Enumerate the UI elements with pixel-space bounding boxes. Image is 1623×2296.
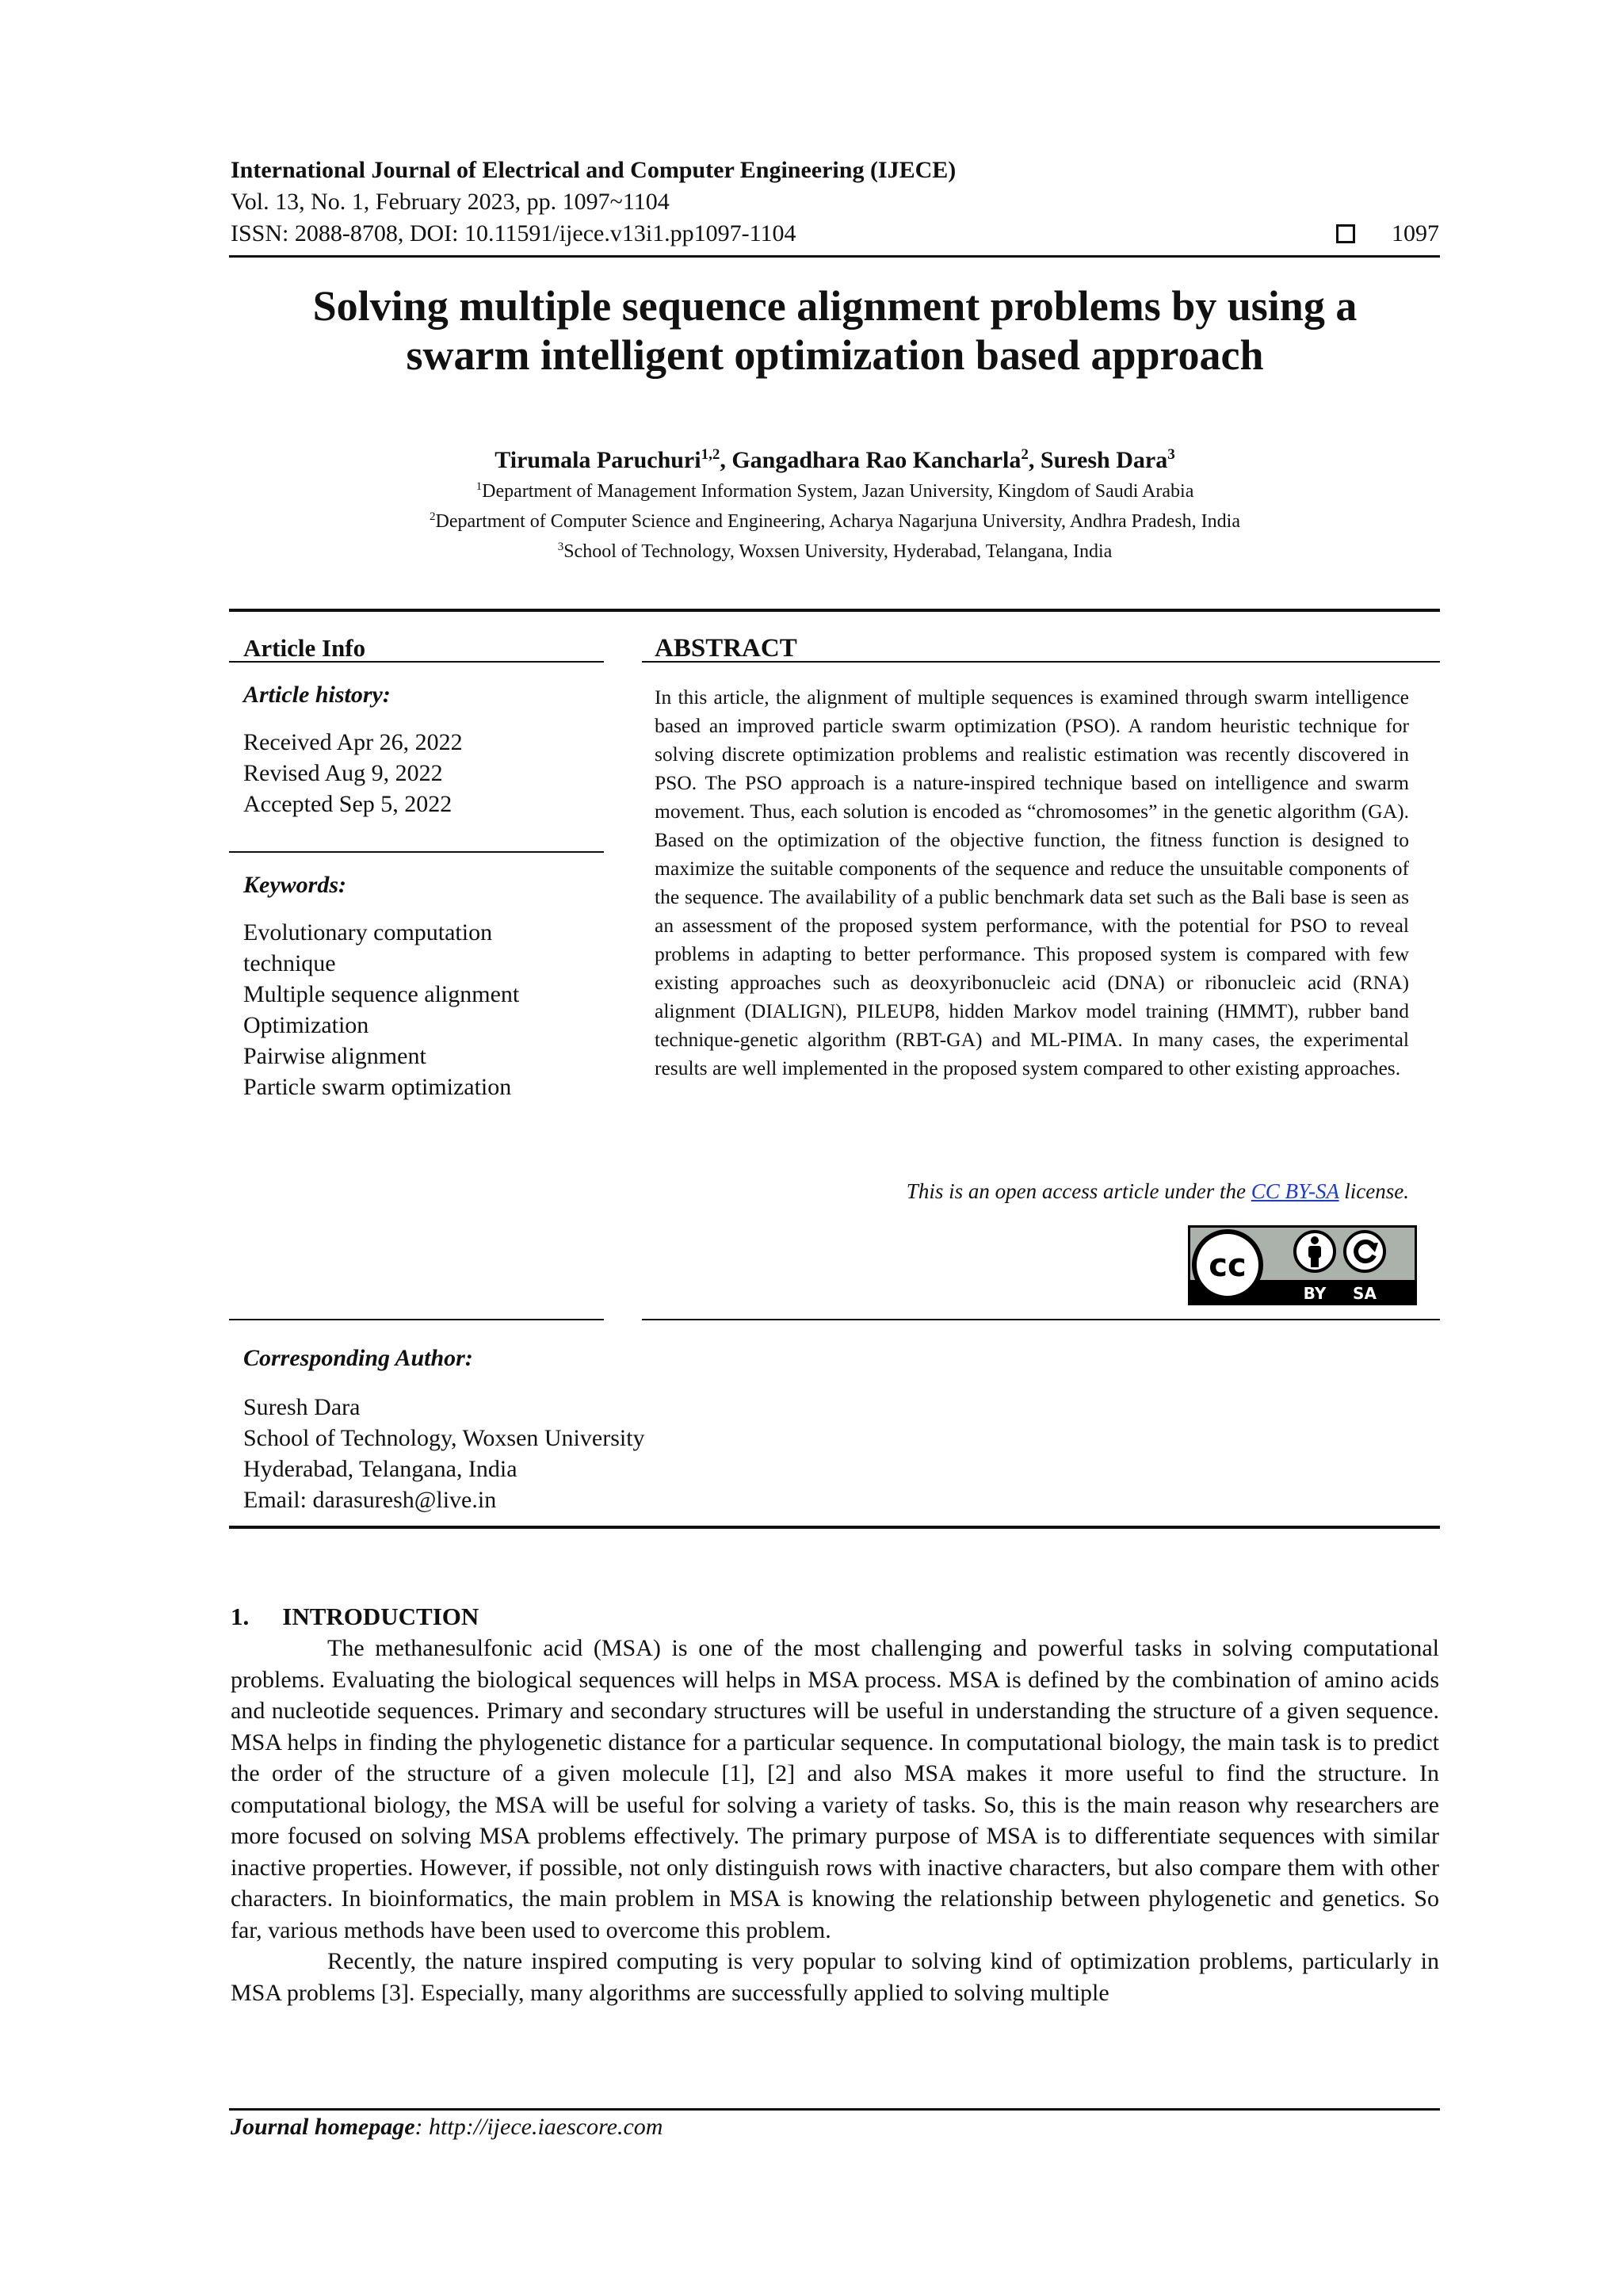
history-list: [243, 727, 463, 819]
footer-rule: [229, 2108, 1440, 2111]
page-number: 1097: [1392, 220, 1439, 246]
section-number: 1.: [231, 1603, 250, 1630]
cc-by-sa-badge: [1188, 1225, 1417, 1305]
cc-by-sa-link[interactable]: CC BY-SA: [1251, 1179, 1339, 1203]
author: Tirumala Paruchuri$^{1,2}$,: [495, 446, 732, 473]
homepage-label: Journal homepage: [231, 2114, 415, 2140]
box-top-rule: [229, 609, 1440, 612]
keyword: Multiple sequence alignment: [243, 981, 520, 1007]
paper-title: [231, 281, 1439, 380]
square-icon: [1336, 224, 1355, 243]
journal-header: [231, 155, 1439, 250]
affiliations: [231, 474, 1439, 564]
issn-row: [231, 218, 1439, 250]
author: Suresh Dara$^3$: [1040, 446, 1175, 473]
introduction-body: [231, 1633, 1439, 2008]
article-info-heading: Article Info: [243, 634, 366, 662]
section-heading: [231, 1603, 479, 1631]
corresponding-line: Email: darasuresh@live.in: [243, 1487, 497, 1513]
title-line-2: swarm intelligent optimization based approach: [406, 331, 1264, 379]
history-item: Received Apr 26, 2022: [243, 729, 463, 755]
keyword: Optimization: [243, 1012, 369, 1038]
abstract-heading: ABSTRACT: [655, 634, 797, 663]
keyword: Particle swarm optimization: [243, 1074, 512, 1100]
keywords-bottom-rule: [229, 1319, 604, 1320]
by-icon: [1295, 1232, 1335, 1271]
by-label: BY: [1303, 1284, 1327, 1303]
sa-label: SA: [1353, 1284, 1377, 1303]
paragraph: The methanesulfonic acid (MSA) is one of the most challenging and powerful tasks in solving computational problems. Evaluating the biological sequences will helps in MSA process. MSA is defined by the combination of amino acids and nucleotide sequences. Primary and secondary structures will be useful in understanding the structure of a given sequence. MSA helps in finding the phylogenetic distance for a particular sequence. In computational biology, the main task is to predict the order of the structure of a given molecule [1], [2] and also MSA makes it more useful to find the structure. In computational biology, the MSA will be useful for solving a variety of tasks. So, this is the main reason why researchers are more focused on solving MSA problems effectively. The primary purpose of MSA is to differentiate sequences with similar inactive properties. However, if possible, not only distinguish rows with inactive characters, but also compare them with other characters. In bioinformatics, the main problem in MSA is knowing the relationship between phylogenetic and genetics. So far, various methods have been used to overcome this problem.: [231, 1635, 1439, 1943]
journal-name: International Journal of Electrical and Computer Engineering (IJECE): [231, 157, 957, 183]
keyword: technique: [243, 950, 336, 976]
journal-homepage: [231, 2114, 663, 2141]
homepage-url[interactable]: : http://ijece.iaescore.com: [414, 2114, 663, 2140]
keyword: Evolutionary computation: [243, 919, 493, 946]
history-rule: [229, 851, 604, 853]
keywords-list: [243, 917, 519, 1102]
abstract-bottom-rule: [642, 1319, 1440, 1320]
abstract-text: In this article, the alignment of multiple sequences is examined through swarm intelligence based an improved particle swarm optimization (PSO). A random heuristic technique for solving discrete optimization problems and realistic estimation was recently discovered in PSO. The PSO approach is a nature-inspired technique based on intelligence and swarm movement. Thus, each solution is encoded as “chromosomes” in the genetic algorithm (GA). Based on the optimization of the objective function, the fitness function is designed to maximize the suitable components of the sequence and reduce the unsuitable components of the sequence. The availability of a public benchmark data set such as the Bali base is seen as an assessment of the proposed system performance, with the potential for PSO to reveal problems in adapting to better performance. This proposed system is compared with few existing approaches such as deoxyribonucleic acid (DNA) or ribonucleic acid (RNA) alignment (DIALIGN), PILEUP8, hidden Markov model training (HMMT), rubber band technique-genetic algorithm (RBT-GA) and ML-PIMA. In many cases, the experimental results are well implemented in the proposed system compared to other existing approaches.: [655, 686, 1409, 1079]
history-item: Accepted Sep 5, 2022: [243, 791, 453, 817]
corresponding-line: Hyderabad, Telangana, India: [243, 1456, 517, 1482]
header-rule: [229, 255, 1440, 258]
affiliation: $^1$Department of Management Information System, Jazan University, Kingdom of Saudi Arabia: [475, 480, 1194, 502]
affiliation: $^3$School of Technology, Woxsen University, Hyderabad, Telangana, India: [557, 541, 1113, 562]
author: Gangadhara Rao Kancharla$^2$,: [731, 446, 1041, 473]
author-list: [231, 440, 1439, 476]
volume-line: Vol. 13, No. 1, February 2023, pp. 1097~1104: [231, 189, 670, 215]
box-bottom-rule: [229, 1526, 1440, 1529]
history-label: Article history:: [243, 682, 391, 708]
issn-doi: ISSN: 2088-8708, DOI: 10.11591/ijece.v13i1.pp1097-1104: [231, 220, 796, 246]
title-line-1: Solving multiple sequence alignment problems by using a: [312, 282, 1358, 330]
paragraph: Recently, the nature inspired computing is very popular to solving kind of optimization problems, particularly in MSA problems [3]. Especially, many algorithms are successfully applied to solving multiple: [231, 1948, 1439, 2006]
affiliation: $^2$Department of Computer Science and Engineering, Acharya Nagarjuna University, Andhra Pradesh, India: [430, 510, 1240, 532]
page-indicator: [1336, 218, 1439, 250]
section-title: INTRODUCTION: [282, 1603, 479, 1630]
corresponding-line: School of Technology, Woxsen University: [243, 1425, 645, 1451]
license-line: This is an open access article under the CC BY-SA license.: [906, 1179, 1409, 1203]
keywords-label: Keywords:: [243, 872, 346, 898]
keyword: Pairwise alignment: [243, 1043, 426, 1069]
corresponding-line: Suresh Dara: [243, 1394, 361, 1420]
corresponding-label: Corresponding Author:: [243, 1345, 473, 1371]
sa-icon: [1345, 1232, 1384, 1271]
corresponding-details: [243, 1392, 645, 1515]
history-item: Revised Aug 9, 2022: [243, 760, 443, 786]
cc-icon-label: cc: [1209, 1247, 1247, 1284]
